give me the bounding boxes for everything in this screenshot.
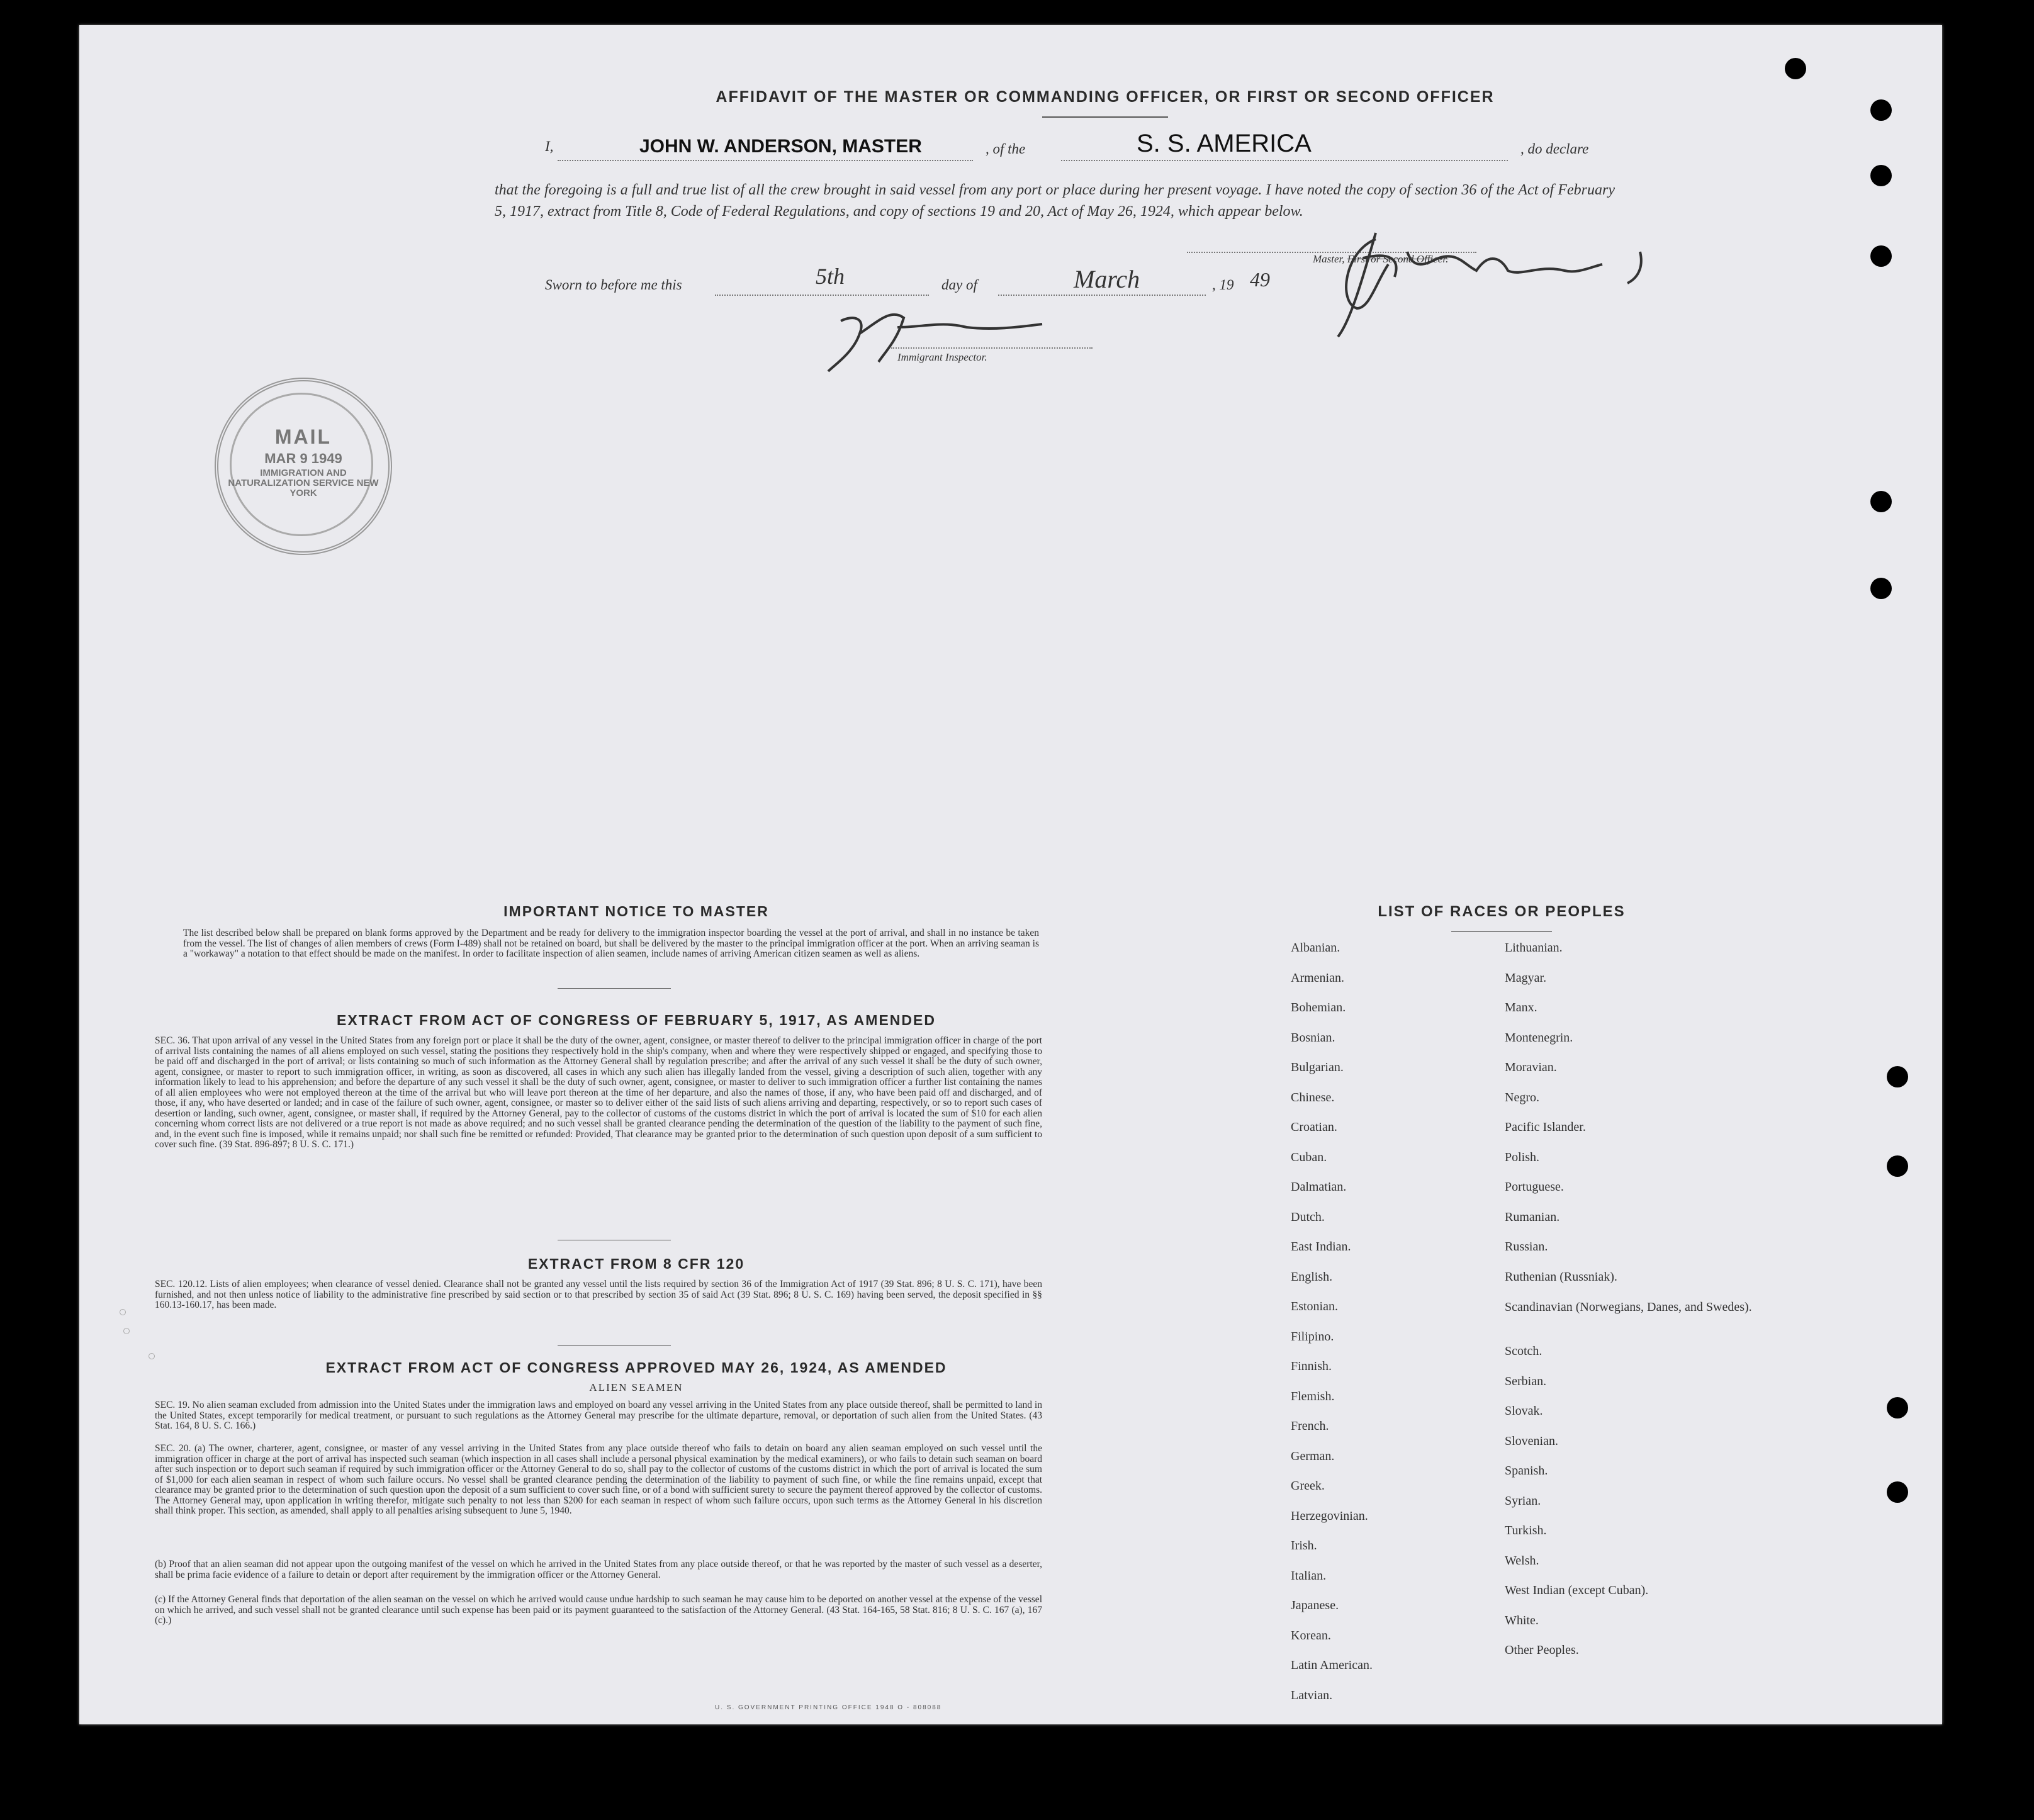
printer-imprint: U. S. GOVERNMENT PRINTING OFFICE 1948 O - 808088 (715, 1704, 942, 1711)
master-label: Master, (1313, 253, 1345, 265)
race-item: Japanese. (1291, 1598, 1339, 1612)
binder-hole-icon (1870, 99, 1892, 121)
race-item: Greek. (1291, 1479, 1325, 1493)
race-item: Magyar. (1505, 970, 1547, 985)
title-rule (1042, 116, 1168, 118)
race-item: Bohemian. (1291, 1001, 1346, 1014)
race-item: Portuguese. (1505, 1180, 1564, 1194)
affidavit-title: AFFIDAVIT OF THE MASTER OR COMMANDING OFFICER, OR FIRST OR SECOND OFFICER (716, 88, 1495, 106)
notice-rule (558, 988, 671, 989)
race-item: Estonian. (1291, 1300, 1338, 1313)
race-item: Irish. (1291, 1539, 1317, 1553)
race-item: Dalmatian. (1291, 1180, 1347, 1194)
race-item: Italian. (1291, 1568, 1327, 1583)
race-item: West Indian (except Cuban). (1505, 1583, 1649, 1597)
vessel-name: S. S. AMERICA (1137, 130, 1312, 157)
inspector-signature (816, 302, 1055, 378)
year-prefix: , 19 (1212, 277, 1234, 293)
cfr-text: SEC. 120.12. Lists of alien employees; when clearance of vessel denied. Clearance shall not be granted any vessel until the lists required by section 36 of the Immigration Act of 1917 (39 Stat. 896; 8 U. S. C. 171), have been furnished, and not then unless notice of liability to the administrative fine prescribed by said section or to that prescribed by section 35 of said Act (39 Stat. 896; 8 U. S. C. 169) having been served, the deposit specified in §§ 160.13-160.17, has been made. (155, 1279, 1042, 1310)
day-of-label: day of (941, 277, 977, 293)
race-item: Bosnian. (1291, 1030, 1335, 1045)
notice-title: IMPORTANT NOTICE TO MASTER (503, 903, 769, 919)
binder-hole-icon (1870, 165, 1892, 186)
master-signature (1300, 214, 1690, 340)
sec20c-text: (c) If the Attorney General finds that deportation of the alien seaman on the vessel on which he arrived would cause undue hardship to such seaman he may cause him to be deported on another vessel at the expense of the vessel on which he arrived, and such vessel shall not be granted clearance until such expense has been paid or its payment guaranteed to the satisfaction of the Attorney General. (43 Stat. 164-165, 58 Stat. 816; 8 U. S. C. 167 (a), 167 (c).) (155, 1594, 1042, 1626)
race-item: Rumanian. (1505, 1210, 1560, 1224)
master-name: JOHN W. ANDERSON, MASTER (639, 136, 922, 157)
race-item: Russian. (1505, 1240, 1548, 1254)
vessel-line (1061, 160, 1508, 161)
race-item: German. (1291, 1449, 1335, 1463)
race-item: Pacific Islander. (1505, 1120, 1586, 1134)
binder-hole-icon (1887, 1066, 1908, 1087)
races-rule (1451, 931, 1552, 932)
race-item: Latin American. (1291, 1658, 1373, 1672)
race-item: Herzegovinian. (1291, 1508, 1368, 1523)
race-item: Slovak. (1505, 1404, 1543, 1418)
paper-speck (149, 1353, 155, 1359)
extract-1917-text: SEC. 36. That upon arrival of any vessel in the United States from any foreign port or place it shall be the duty of the owner, agent, consignee, or master thereof to deliver to the principal immigration officer in charge of the port of arrival lists containing the names of all aliens employed on such vessel, stating the positions they respectively hold in the ship's company, when and where they were respectively shipped or engaged, and specifying those to be paid off and discharged in the port of arrival; or lists containing so much of such information as the Attorney General shall by regulation prescribe; and after the arrival of any such vessel it shall be the duty of such owner, agent, consignee, or master to report to such immigration officer, in writing, as soon as discovered, all cases in which any such alien has illegally landed from the vessel, giving a description of such alien, together with any information likely to lead to his apprehension; and before the departure of any such vessel it shall be the duty of such owner, agent, consignee, or master to deliver to such immigration officer a further list containing the names of all alien employees who were not employed thereon at the time of the arrival but who will leave port thereon at the time of her departure, and also the names of those, if any, who have been paid off and discharged, and of those, if any, who have deserted or landed; and in case of the failure of such owner, agent, consignee, or master so to deliver either of the said lists of such aliens arriving and departing, respectively, or so to report such cases of desertion or landing, such owner, agent, consignee, or master shall, if required by the Attorney General, pay to the collector of customs of the customs district in which the port of arrival is located the sum of $10 for each alien concerning whom correct lists are not delivered or a true report is not made as above required; and no such vessel shall be granted clearance pending the determination of the question of the liability to the payment of such fine, and, in the event such fine is imposed, while it remains unpaid; nor shall such fine be remitted or refunded: Provided, That clearance may be granted prior to the determination of such question upon deposit of a sum sufficient to cover such fine. (39 Stat. 896-897; 8 U. S. C. 171.) (155, 1035, 1042, 1150)
race-item: East Indian. (1291, 1240, 1351, 1254)
document-page (79, 25, 1942, 1724)
race-item: Chinese. (1291, 1090, 1335, 1104)
of-the-label: , of the (986, 141, 1026, 157)
race-item: Montenegrin. (1505, 1030, 1573, 1045)
i-label: I, (545, 138, 554, 154)
master-signature-label (1313, 253, 1448, 266)
stamp-line1: MAIL (274, 425, 332, 448)
race-item: Spanish. (1505, 1464, 1548, 1478)
sworn-month: March (1074, 265, 1140, 293)
stamp-agency: IMMIGRATION AND NATURALIZATION SERVICE NEW YORK (228, 468, 379, 498)
race-item: Korean. (1291, 1628, 1331, 1643)
races-column-1 (1291, 941, 1498, 1718)
race-item: Armenian. (1291, 970, 1344, 985)
race-item: Slovenian. (1505, 1434, 1558, 1448)
sworn-day: 5th (816, 264, 845, 289)
do-declare-label: , do declare (1520, 141, 1589, 157)
binder-hole-icon (1887, 1397, 1908, 1418)
stamp-date: MAR 9 1949 (264, 451, 342, 466)
binder-hole-icon (1887, 1155, 1908, 1177)
races-title: LIST OF RACES OR PEOPLES (1378, 903, 1626, 920)
paper-speck (123, 1328, 130, 1334)
race-item: Scandinavian (Norwegians, Danes, and Swedes). (1505, 1300, 1752, 1314)
binder-hole-icon (1887, 1481, 1908, 1503)
races-column-2 (1505, 941, 1807, 1673)
race-item: Flemish. (1291, 1389, 1335, 1403)
name-line (558, 160, 973, 161)
binder-hole-icon (1870, 245, 1892, 267)
binder-hole-icon (1870, 491, 1892, 512)
sworn-label: Sworn to before me this (545, 277, 682, 293)
race-item: Scotch. (1505, 1344, 1542, 1358)
race-item: Ruthenian (Russniak). (1505, 1269, 1617, 1284)
sec19-text: SEC. 19. No alien seaman excluded from admission into the United States under the immigration laws and employed on board any vessel arriving in the United States from any place outside thereof, shall be permitted to land in the United States, except temporarily for medical treatment, or pursuant to such regulations as the Attorney General may prescribe for the ultimate departure, removal, or deportation of such alien from the United States. (43 Stat. 164, 8 U. S. C. 166.) (155, 1400, 1042, 1431)
race-item: Polish. (1505, 1150, 1540, 1164)
race-item: Finnish. (1291, 1359, 1332, 1373)
race-item: Serbian. (1505, 1374, 1547, 1388)
race-item: Cuban. (1291, 1150, 1327, 1164)
race-item: Dutch. (1291, 1210, 1325, 1224)
sec20b-text: (b) Proof that an alien seaman did not appear upon the outgoing manifest of the vessel on which he arrived in the United States from any place outside thereof, or that he was reported by the master of such vessel as a deserter, shall be prima facie evidence of a failure to detain or deport after requirement by the immigration officer or the Attorney General. (155, 1559, 1042, 1580)
race-item: French. (1291, 1419, 1329, 1433)
alien-seamen-subtitle: ALIEN SEAMEN (589, 1381, 683, 1393)
race-item: White. (1505, 1613, 1539, 1627)
declaration-text: that the foregoing is a full and true list of all the crew brought in said vessel from any port or place during her present voyage. I have noted the copy of section 36 of the Act of February 5, 1917, extract from Title 8, Code of Federal Regulations, and copy of sections 19 and 20, Act of May 26, 1924, which appear below. (495, 182, 1615, 220)
inspector-line (891, 347, 1093, 349)
binder-hole-icon (1785, 58, 1806, 79)
race-item: Bulgarian. (1291, 1060, 1344, 1074)
cfr-rule (558, 1345, 671, 1346)
race-item: Other Peoples. (1505, 1643, 1579, 1657)
race-item: Filipino. (1291, 1329, 1334, 1344)
race-item: Negro. (1505, 1090, 1539, 1104)
sec20a-text: SEC. 20. (a) The owner, charterer, agent, consignee, or master of any vessel arriving in the United States from any place outside thereof who fails to detain on board any alien seaman employed on such vessel until the immigration officer in charge at the port of arrival has inspected such seaman (which inspection in all cases shall include a personal physical examination by the medical examiners), or who fails to detain such seaman on board after such inspection or to deport such seaman if required by such immigration officer or the Attorney General to do so, shall pay to the collector of customs of the customs district in which the port of arrival is located the sum of $1,000 for each alien seaman in respect of whom such failure occurs. No vessel shall be granted clearance pending the determination of the liability to payment of such fine, or while the fine remains unpaid, except that clearance may be granted prior to the determination of such question upon the deposit of a sum sufficient to cover such fine, or of a bond with sufficient surety to secure the payment thereof approved by the collector of customs. The Attorney General may, upon application in writing therefor, mitigate such penalty to not less than $200 for each seaman in respect of whom such failure occurs, upon such terms as the Attorney General in his discretion shall think proper. This section, as amended, shall apply to all penalties arising subsequent to June 5, 1940. (155, 1443, 1042, 1516)
extract-1924-title: EXTRACT FROM ACT OF CONGRESS APPROVED MAY 26, 1924, AS AMENDED (325, 1359, 947, 1376)
paper-speck (120, 1309, 126, 1315)
race-item: Croatian. (1291, 1120, 1337, 1134)
race-item: Moravian. (1505, 1060, 1557, 1074)
race-item: Welsh. (1505, 1553, 1539, 1568)
month-line (998, 295, 1206, 296)
race-item: Turkish. (1505, 1524, 1547, 1537)
race-item: Syrian. (1505, 1493, 1541, 1508)
race-item: Manx. (1505, 1001, 1537, 1014)
race-item: Albanian. (1291, 941, 1340, 955)
binder-hole-icon (1870, 578, 1892, 599)
extract-1917-title: EXTRACT FROM ACT OF CONGRESS OF FEBRUARY 5, 1917, AS AMENDED (337, 1012, 936, 1028)
sworn-year: 49 (1250, 268, 1270, 291)
race-item: English. (1291, 1269, 1333, 1284)
notice-text: The list described below shall be prepared on blank forms approved by the Department and be ready for delivery to the immigration inspector boarding the vessel at the port of arrival, and shall in no instance be taken from the vessel. The list of changes of alien members of crews (Form I-489) shall not be retained on board, but shall be delivered by the master to the principal immigration officer at the port. When an arriving seaman is a "workaway" a notation to that effect should be made on the manifest. In order to facilitate inspection of alien seamen, include names of arriving American citizen seamen as well as aliens. (183, 928, 1039, 959)
race-item: Latvian. (1291, 1688, 1333, 1702)
received-stamp (215, 378, 392, 555)
cfr-title: EXTRACT FROM 8 CFR 120 (527, 1255, 745, 1272)
inspector-label: Immigrant Inspector. (897, 351, 987, 363)
officer-label-struck: First or Second Officer. (1347, 253, 1449, 265)
race-item: Lithuanian. (1505, 941, 1563, 955)
day-line (715, 295, 929, 296)
